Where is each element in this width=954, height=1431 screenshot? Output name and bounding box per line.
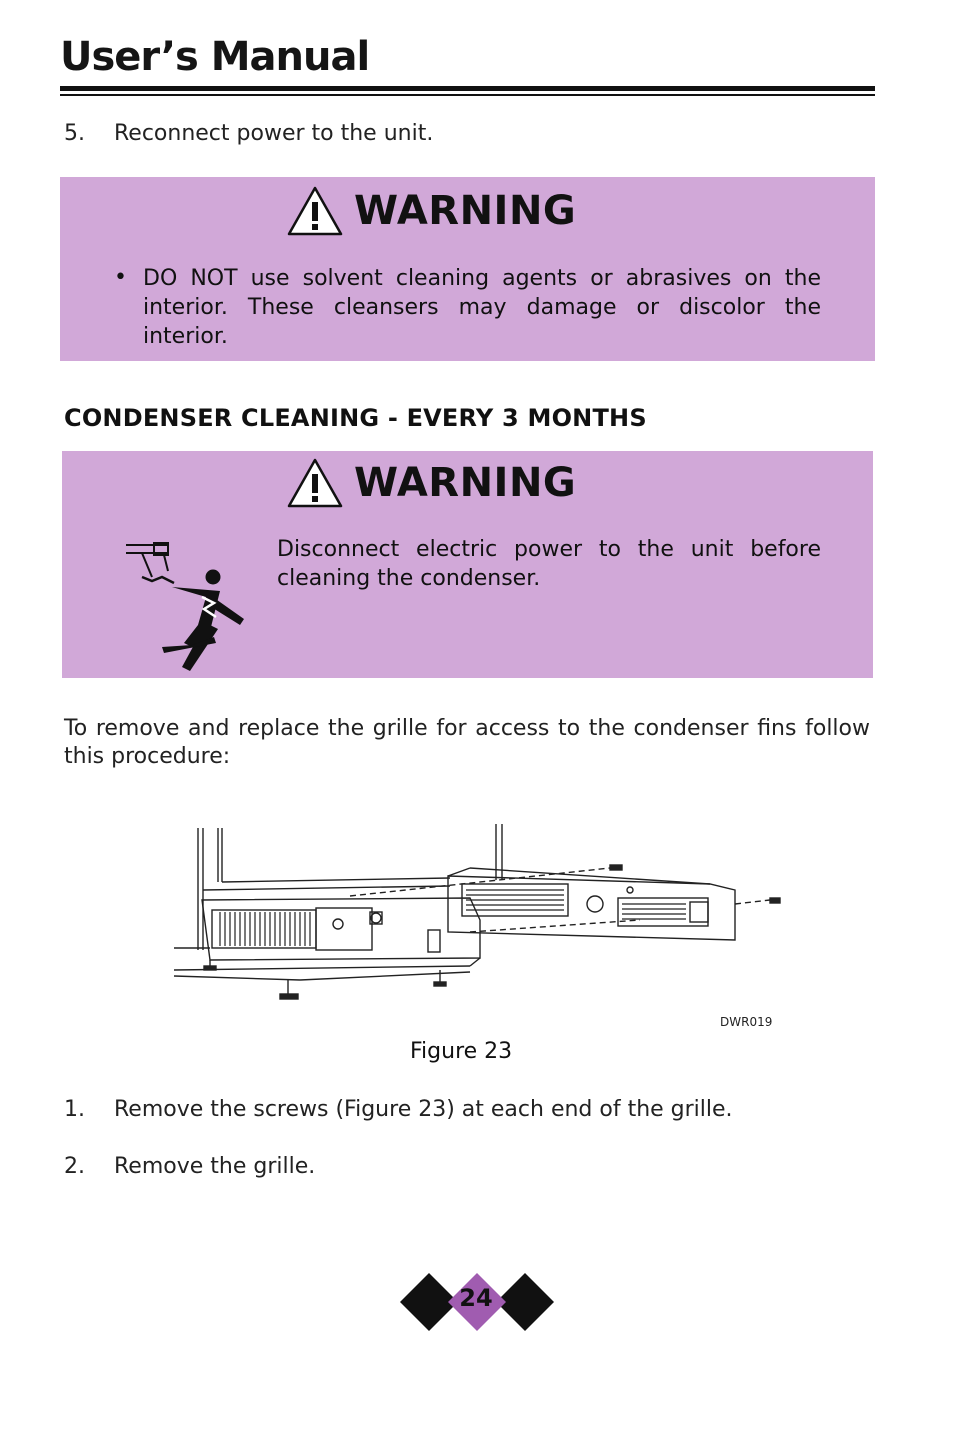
warning-triangle-icon (286, 457, 344, 509)
page-number: 24 (459, 1284, 493, 1312)
step-text: Reconnect power to the unit. (114, 121, 434, 146)
warning-header (286, 457, 576, 509)
step-5 (64, 121, 433, 146)
step-1 (64, 1097, 733, 1122)
manual-title: User’s Manual (60, 34, 370, 80)
warning-triangle-icon (286, 185, 344, 237)
warning-title: WARNING (354, 188, 577, 234)
step-text: Remove the screws (Figure 23) at each end of the grille. (114, 1097, 733, 1122)
step-2 (64, 1154, 315, 1179)
intro-paragraph: To remove and replace the grille for access to the condenser fins follow this procedure: (64, 716, 870, 769)
figure-caption: Figure 23 (410, 1039, 513, 1064)
electric-shock-icon (122, 539, 262, 674)
warning-box-solvents (60, 177, 875, 361)
warning-header (286, 185, 576, 237)
warning-title: WARNING (354, 460, 577, 506)
section-heading: CONDENSER CLEANING - EVERY 3 MONTHS (64, 404, 647, 432)
grille-removal-diagram (170, 820, 790, 1010)
step-number: 2. (64, 1154, 85, 1179)
step-text: Remove the grille. (114, 1154, 316, 1179)
header-rule-thick (60, 86, 875, 91)
header-rule-thin (60, 94, 875, 96)
step-number: 5. (64, 121, 85, 146)
warning-text: Disconnect electric power to the unit before cleaning the condenser. (277, 537, 821, 591)
bullet-marker: • (114, 265, 127, 290)
warning-box-electric (62, 451, 873, 678)
step-number: 1. (64, 1097, 85, 1122)
warning-text: DO NOT use solvent cleaning agents or abrasives on the interior. These cleansers may damage or discolor the interior. (143, 266, 821, 349)
figure-code: DWR019 (720, 1015, 773, 1029)
